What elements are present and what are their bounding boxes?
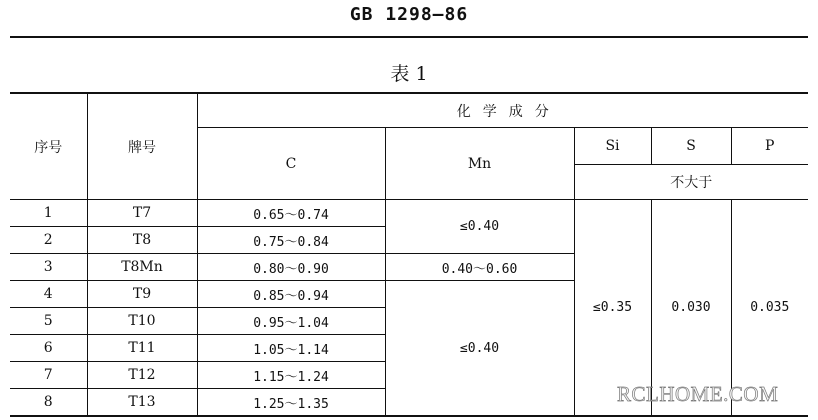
cell-mn-group-2: 0.40～0.60	[385, 254, 574, 281]
cell-grade: T10	[87, 308, 197, 335]
cell-c: 1.05～1.14	[197, 335, 385, 362]
cell-seq: 1	[10, 200, 87, 227]
cell-seq: 7	[10, 362, 87, 389]
header-mn: Mn	[385, 128, 574, 200]
header-composition: 化学成分	[197, 93, 808, 128]
cell-seq: 5	[10, 308, 87, 335]
cell-seq: 6	[10, 335, 87, 362]
cell-seq: 2	[10, 227, 87, 254]
cell-seq: 4	[10, 281, 87, 308]
header-s: S	[651, 128, 731, 165]
cell-seq: 3	[10, 254, 87, 281]
header-rule	[10, 36, 808, 38]
header-not-greater: 不大于	[574, 165, 808, 200]
header-si: Si	[574, 128, 651, 165]
cell-c: 0.95～1.04	[197, 308, 385, 335]
cell-grade: T8Mn	[87, 254, 197, 281]
cell-grade: T9	[87, 281, 197, 308]
cell-c: 0.65～0.74	[197, 200, 385, 227]
cell-si: ≤0.35	[574, 200, 651, 417]
cell-seq: 8	[10, 389, 87, 417]
header-grade: 牌号	[87, 93, 197, 200]
cell-mn-group-1: ≤0.40	[385, 200, 574, 254]
cell-p: 0.035	[731, 200, 808, 417]
chemical-composition-table	[10, 92, 808, 417]
cell-c: 1.25～1.35	[197, 389, 385, 417]
cell-grade: T13	[87, 389, 197, 417]
standard-code: GB 1298—86	[349, 4, 469, 25]
cell-c: 0.80～0.90	[197, 254, 385, 281]
cell-grade: T7	[87, 200, 197, 227]
header-p: P	[731, 128, 808, 165]
cell-c: 0.85～0.94	[197, 281, 385, 308]
table-title: 表 1	[390, 63, 428, 85]
composition-table-container	[10, 92, 808, 417]
cell-mn-group-3: ≤0.40	[385, 281, 574, 417]
cell-grade: T12	[87, 362, 197, 389]
table-row	[10, 200, 808, 227]
site-watermark: RCLHOME.COM	[617, 382, 779, 406]
cell-grade: T8	[87, 227, 197, 254]
header-seq: 序号	[10, 93, 87, 200]
cell-grade: T11	[87, 335, 197, 362]
cell-c: 0.75～0.84	[197, 227, 385, 254]
cell-c: 1.15～1.24	[197, 362, 385, 389]
header-c: C	[197, 128, 385, 200]
cell-s: 0.030	[651, 200, 731, 417]
